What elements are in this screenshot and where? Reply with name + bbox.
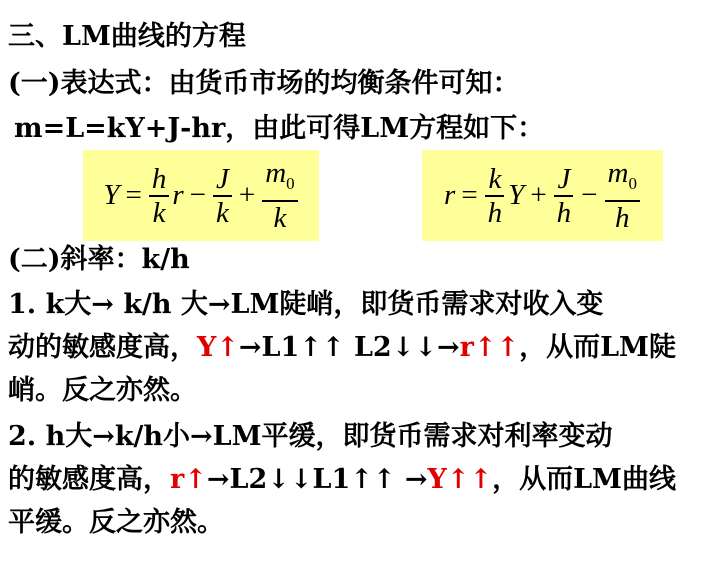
point1-income-rise: Y↑ (197, 332, 239, 363)
formula-right-box (422, 150, 663, 241)
formula-left-frac2-num: J (213, 163, 232, 197)
formula-right-frac3-num-sub: 0 (628, 173, 637, 193)
subsection-slope: (二)斜率：k/h (8, 244, 190, 275)
formula-left-lhs: Y (103, 179, 120, 211)
subsection-expression: (一)表达式：由货币市场的均衡条件可知： (8, 68, 520, 99)
formula-right-frac2-num: J (554, 163, 573, 197)
formula-left-frac2 (213, 163, 232, 229)
point1-line3: 峭。反之亦然。 (8, 375, 197, 406)
point2-line2-text-a: 的敏感度高， (8, 464, 170, 495)
formula-left-frac2-den: k (215, 196, 229, 229)
point2-line2-text-b: →L2↓↓L1↑↑ → (206, 464, 428, 495)
point1-line2-text-b: →L1↑↑ L2↓↓→ (238, 332, 460, 363)
point2-line1: 2. h大→k/h小→LM平缓，即货币需求对利率变动 (8, 421, 613, 452)
formula-right-eq: = (461, 179, 478, 211)
formula-left-op2: + (238, 179, 256, 211)
point1-line2-text-a: 动的敏感度高， (8, 332, 197, 363)
formula-left-frac1-num: h (149, 163, 170, 197)
formula-right (422, 150, 663, 241)
section-title: 三、LM曲线的方程 (8, 21, 246, 52)
formula-left-box (83, 150, 319, 241)
formula-right-op2: − (581, 179, 598, 211)
formula-left-frac3-num-base: m (265, 157, 287, 190)
formula-right-frac3-num (605, 157, 640, 202)
point1-line2-text-c: ，从而LM陡 (519, 332, 676, 363)
formula-right-lhs: r (444, 179, 456, 211)
point2-rate-rise: r↑ (170, 464, 207, 495)
point1-line2 (8, 331, 676, 365)
point2-income-rise: Y↑↑ (427, 464, 493, 495)
formula-left-frac3 (262, 157, 297, 234)
formula-right-op1: + (530, 179, 547, 211)
formula-left-frac3-den: k (273, 201, 287, 234)
formula-right-frac1-den: h (487, 196, 503, 229)
formula-left-eq: = (125, 179, 142, 211)
formula-right-frac2 (554, 163, 575, 229)
formula-right-frac2-den: h (556, 196, 572, 229)
formula-right-frac3 (605, 157, 640, 234)
formula-left-op1: − (189, 179, 206, 211)
point2-line2-text-c: ，从而LM曲线 (492, 464, 676, 495)
formula-left-frac3-num (262, 157, 297, 202)
formula-right-frac1 (485, 163, 506, 229)
equilibrium-equation: m=L=kY+J-hr，由此可得LM方程如下： (14, 113, 545, 144)
formula-right-frac1-num: k (485, 163, 504, 197)
formula-left-frac3-num-sub: 0 (286, 173, 295, 193)
formula-right-var: Y (508, 179, 525, 211)
formula-left-frac1-den: k (152, 196, 166, 229)
point1-rate-rise: r↑↑ (459, 332, 520, 363)
formula-right-frac3-den: h (615, 201, 630, 234)
point2-line2 (8, 463, 676, 497)
point1-line1: 1. k大→ k/h 大→LM陡峭，即货币需求对收入变 (8, 289, 604, 320)
formula-right-frac3-num-base: m (607, 157, 629, 190)
formula-left-var: r (172, 179, 184, 211)
formula-left-frac1 (149, 163, 170, 229)
point2-line3: 平缓。反之亦然。 (8, 507, 224, 538)
formula-left (83, 150, 319, 241)
